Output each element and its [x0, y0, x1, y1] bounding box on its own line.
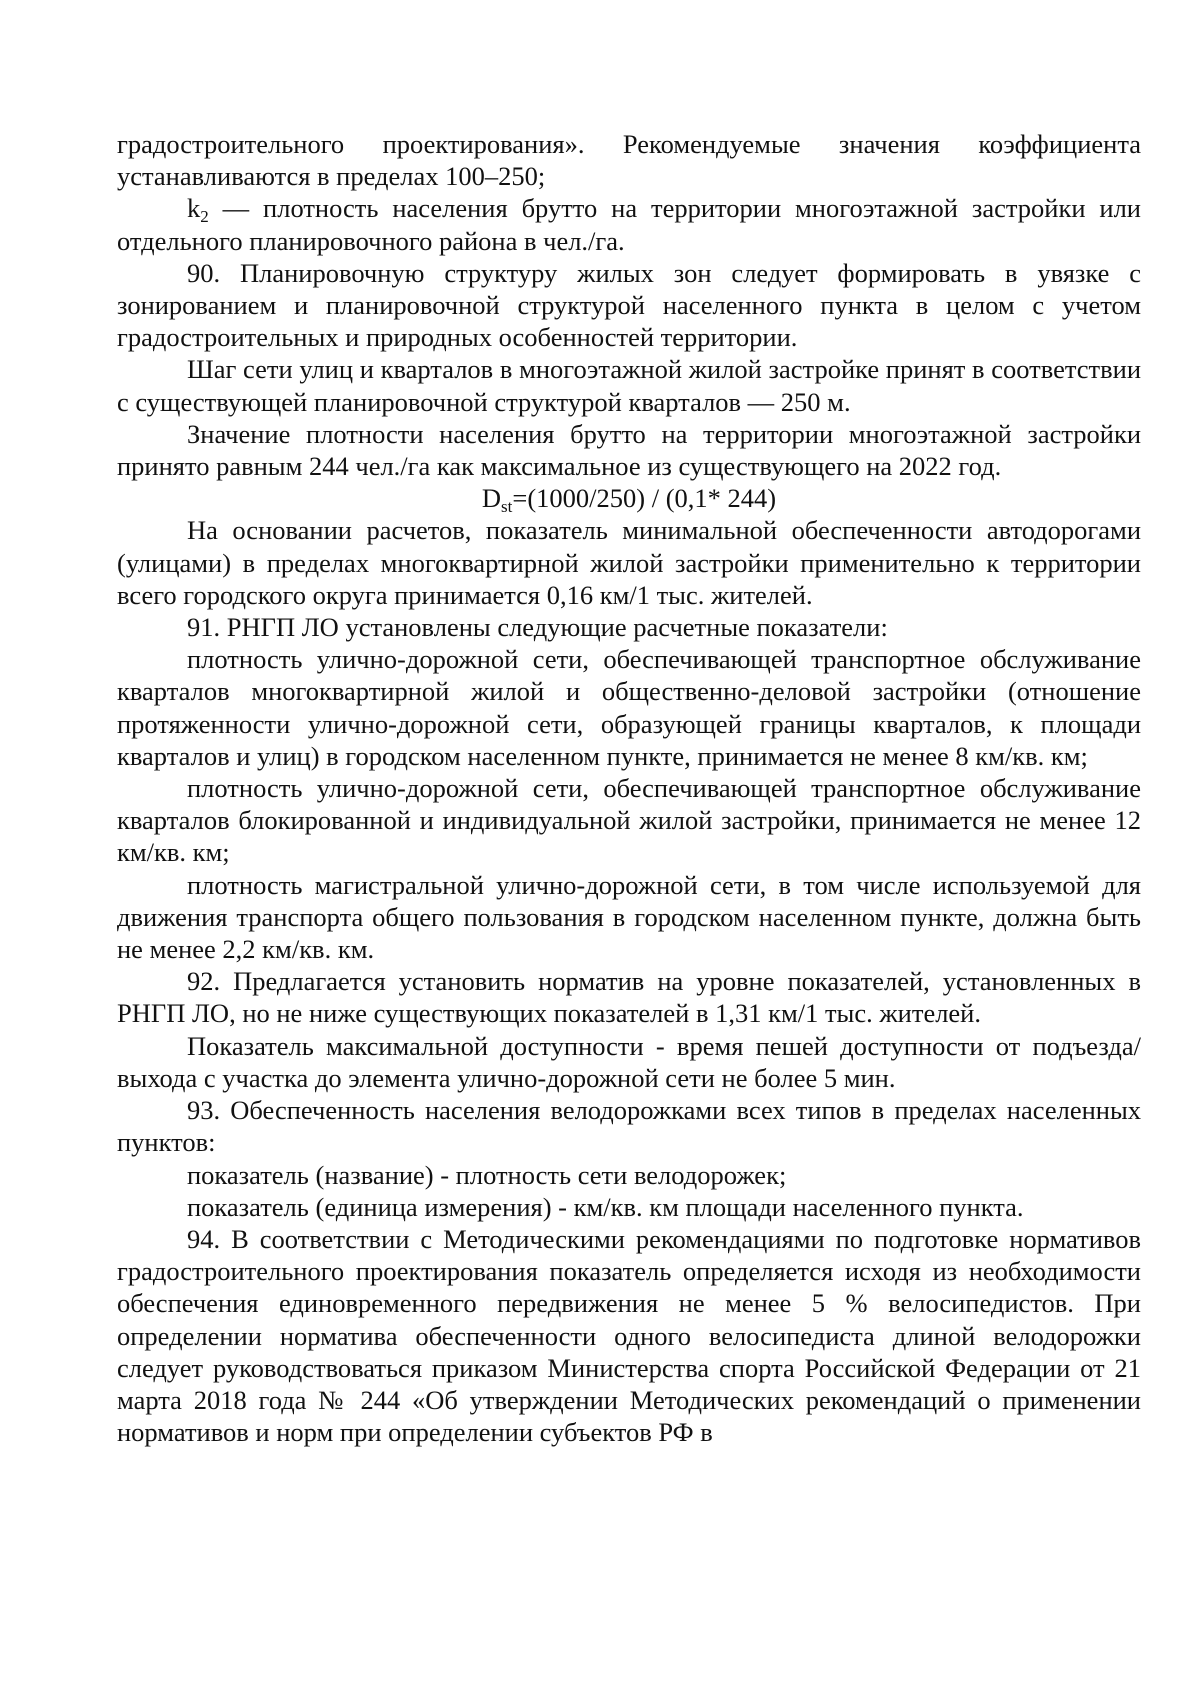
paragraph-density-multi-apartment: плотность улично-дорожной сети, обеспечивающей транспортное обслуживание кварталов многоквартирной жилой и общественно-деловой застройки (отношение протяженности улично-дорожной сети, образующей границы кварталов, к площади кварталов и улиц) в городском населенном пункте, принимается не менее 8 км/кв. км;: [117, 644, 1141, 771]
paragraph-94: 94. В соответствии с Методическими рекомендациями по подготовке нормативов градостроительного проектирования показатель определяется исходя из необходимости обеспечения единовременного передвижения не менее 5 % велосипедистов. При определении норматива обеспеченности одного велосипедиста длиной велодорожки следует руководствоваться приказом Министерства спорта Российской Федерации от 21 марта 2018 года № 244 «Об утверждении Методических рекомендаций о применении нормативов и норм при определении субъектов РФ в: [117, 1223, 1141, 1448]
paragraph-max-accessibility: Показатель максимальной доступности - время пешей доступности от подъезда/выхода с участка до элемента улично-дорожной сети не более 5 мин.: [117, 1030, 1141, 1093]
paragraph-calculation-result: На основании расчетов, показатель минимальной обеспеченности автодорогами (улицами) в пределах многоквартирной жилой застройки применительно к территории всего городского округа принимается 0,16 км/1 тыс. жителей.: [117, 515, 1141, 610]
variable-subscript: 2: [200, 207, 209, 227]
paragraph-density-block-individual: плотность улично-дорожной сети, обеспечивающей транспортное обслуживание кварталов блокированной и индивидуальной жилой застройки, принимается не менее 12 км/кв. км;: [117, 773, 1141, 868]
paragraph-indicator-name: показатель (название) - плотность сети велодорожек;: [187, 1159, 787, 1190]
paragraph-indicator-unit: показатель (единица измерения) - км/кв. км площади населенного пункта.: [187, 1191, 1024, 1222]
paragraph-density-value: Значение плотности населения брутто на территории многоэтажной застройки принято равным 244 чел./га как максимальное из существующего на 2022 год.: [117, 418, 1141, 482]
formula-expression: =(1000/250) / (0,1* 244): [512, 483, 777, 514]
paragraph-91: 91. РНГП ЛО установлены следующие расчетные показатели:: [187, 612, 888, 643]
paragraph-continuation: градостроительного проектирования». Рекомендуемые значения коэффициента устанавливаются в пределах 100–250;: [117, 129, 1141, 192]
paragraph-90: 90. Планировочную структуру жилых зон следует формировать в увязке с зонированием и планировочной структурой населенного пункта в целом с учетом градостроительных и природных особенностей территории.: [117, 257, 1141, 353]
paragraph-92: 92. Предлагается установить норматив на уровне показателей, установленных в РНГП ЛО, но не ниже существующих показателей в 1,31 км/1 тыс. жителей.: [117, 966, 1141, 1029]
formula-dst: [117, 482, 1141, 517]
paragraph-k2-definition: [117, 192, 1141, 256]
paragraph-93: 93. Обеспеченность населения велодорожками всех типов в пределах населенных пунктов:: [117, 1095, 1141, 1158]
document-page: [117, 128, 1141, 1448]
paragraph-street-step: Шаг сети улиц и кварталов в многоэтажной жилой застройке принят в соответствии с существующей планировочной структурой кварталов — 250 м.: [117, 354, 1141, 417]
definition-text: — плотность населения брутто на территории многоэтажной застройки или отдельного планировочного района в чел./га.: [117, 193, 1141, 256]
variable-k: k: [187, 193, 201, 224]
paragraph-density-main-roads: плотность магистральной улично-дорожной сети, в том числе используемой для движения транспорта общего пользования в городском населенном пункте, должна быть не менее 2,2 км/кв. км.: [117, 869, 1141, 965]
formula-subscript: st: [501, 497, 513, 517]
formula-symbol: D: [481, 483, 502, 514]
